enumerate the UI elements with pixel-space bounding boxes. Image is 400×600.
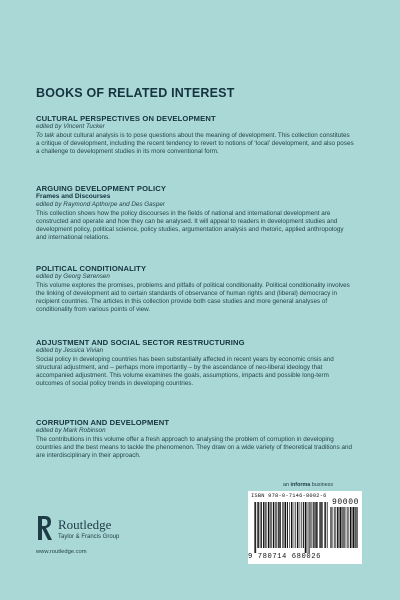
book-title: CULTURAL PERSPECTIVES ON DEVELOPMENT — [36, 114, 216, 123]
barcode-bar — [330, 507, 331, 548]
book-editor: edited by Raymond Apthorpe and Des Gasper — [36, 201, 165, 208]
barcode-bar — [267, 502, 268, 548]
book-editor: edited by Georg Sørensen — [36, 273, 110, 280]
book-description — [36, 282, 354, 314]
barcode-panel — [248, 491, 362, 564]
barcode-bar — [349, 507, 350, 548]
barcode-bar — [282, 502, 283, 548]
barcode-bar — [287, 502, 288, 548]
barcode-bar — [357, 507, 358, 548]
barcode-bar — [347, 507, 348, 548]
barcode-bar — [301, 502, 302, 548]
book-entry-arguing-development-policy — [36, 184, 354, 242]
barcode-bar — [289, 502, 290, 548]
barcode-bar — [322, 502, 323, 548]
barcode-bar — [340, 507, 342, 548]
book-description-text: about cultural analysis is to pose questions about the meaning of development. This collection constitutes a critique of development, including the recent tendency to revert to notions of ‘local’ development, and also poses a challenge to development studies in its more conventional form. — [36, 132, 354, 156]
book-entry-political-conditionality — [36, 264, 354, 314]
publisher-group: Taylor & Francis Group — [58, 534, 120, 540]
barcode-bar — [327, 502, 328, 548]
book-title: ARGUING DEVELOPMENT POLICY — [36, 184, 167, 193]
barcode-bar — [343, 507, 344, 548]
barcode-bar — [307, 502, 308, 553]
barcode-bar — [355, 507, 356, 548]
barcode-bar — [291, 502, 293, 548]
isbn-text: ISBN 978-0-7146-8002-6 — [251, 493, 327, 499]
barcode-bar — [335, 507, 336, 548]
barcode-bar — [320, 502, 322, 548]
barcode-bar — [334, 507, 335, 548]
book-description-text: This volume explores the promises, problems and pitfalls of political conditionality. Political conditionality involves the linking of development aid to certain standards of observance of human rights and (liberal) democracy in recipient countries. The articles in this collection provide both case studies and more general analyses of conditionality from various points of view. — [36, 282, 350, 314]
barcode-bar — [254, 502, 255, 553]
barcode-bar — [344, 507, 345, 548]
barcode-bar — [325, 502, 326, 548]
book-title: POLITICAL CONDITIONALITY — [36, 264, 147, 273]
barcode-bar — [270, 502, 271, 548]
barcode-bar — [283, 502, 284, 548]
barcode-bar — [255, 502, 256, 553]
barcode-bar — [271, 502, 272, 548]
barcode-bar — [261, 502, 262, 548]
barcode-bar — [338, 507, 339, 548]
barcode-bar — [314, 502, 315, 548]
informa-suffix: business — [310, 482, 334, 488]
barcode-bar — [305, 502, 307, 553]
book-editor: edited by Mark Robinson — [36, 427, 106, 434]
book-description-text: Social policy in developing countries has been substantially affected in recent years by economic crisis and structural adjustment, and – perhaps more importantly – by the ascendance of neo-liberal ideology that accompanied adjustment. This volume examines the goals, assumptions, impacts and possible long-term outcomes of social policy trends in developing countries. — [36, 356, 334, 388]
book-title: CORRUPTION AND DEVELOPMENT — [36, 418, 170, 427]
book-entry-cultural-perspectives — [36, 114, 354, 156]
barcode-bar — [300, 502, 301, 548]
informa-brand: informa — [290, 482, 311, 488]
ean-digits: 9 780714 680026 — [248, 553, 321, 561]
barcode-bar — [350, 507, 351, 548]
book-subtitle: Frames and Discourses — [36, 193, 111, 200]
barcode-bar — [279, 502, 281, 548]
barcode-bar — [356, 507, 357, 548]
book-editor: edited by Jessica Vivian — [36, 347, 104, 354]
barcode-bar — [297, 502, 299, 548]
book-description — [36, 132, 354, 156]
barcode-bar — [337, 507, 338, 548]
book-description-text: The contributions in this volume offer a fresh approach to analysing the problem of corruption in developing countries and the best means to tackle the phenomenon. They draw on a wide variety of theoretical traditions and are interdisciplinary in their approach. — [36, 436, 352, 460]
page-heading: BOOKS OF RELATED INTEREST — [36, 86, 235, 100]
barcode-bar — [276, 502, 277, 548]
barcode-bar — [324, 502, 325, 548]
barcode-bar — [352, 507, 353, 548]
barcode-bar — [342, 507, 343, 548]
book-title: ADJUSTMENT AND SOCIAL SECTOR RESTRUCTURING — [36, 338, 245, 347]
addon-barcode — [330, 507, 358, 553]
barcode-bar — [278, 502, 279, 548]
barcode-bar — [294, 502, 295, 548]
barcode-bar — [303, 502, 304, 548]
barcode-bar — [310, 502, 311, 548]
publisher-website: www.routledge.com — [36, 549, 87, 555]
barcode-bar — [260, 502, 261, 548]
barcode-bar — [273, 502, 275, 548]
barcode-bar — [319, 502, 320, 548]
barcode-bar — [268, 502, 270, 548]
book-entry-adjustment — [36, 338, 354, 388]
barcode-bar — [353, 507, 355, 548]
book-description — [36, 436, 354, 460]
informa-prefix: an — [283, 482, 291, 488]
barcode-bar — [317, 502, 318, 548]
barcode-bar — [257, 502, 259, 548]
barcode-bar — [295, 502, 296, 548]
book-editor: edited by Vincent Tucker — [36, 123, 105, 130]
publisher-name: Routledge — [58, 517, 112, 532]
barcode-bar — [309, 502, 310, 553]
barcode-bar — [333, 507, 334, 548]
barcode-bar — [346, 507, 347, 548]
routledge-mark-icon — [36, 513, 54, 543]
book-description — [36, 356, 354, 388]
book-description — [36, 210, 354, 242]
barcode-bar — [315, 502, 317, 548]
publisher-logo — [36, 513, 146, 553]
book-description-emphasis: To talk — [36, 132, 55, 139]
book-entry-corruption — [36, 418, 354, 460]
barcode-bar — [313, 502, 314, 548]
barcode-bar — [331, 507, 332, 548]
book-description-text: This collection shows how the policy discourses in the fields of national and international development are constructed and operate and how they can be analysed. It will appeal to readers in development studies and development policy, political science, policy studies, argumentation analysis and rhetoric, applied anthropology and international relations. — [36, 210, 344, 242]
addon-code: 90000 — [332, 498, 360, 507]
ean-barcode — [254, 502, 328, 553]
barcode-bar — [265, 502, 266, 548]
informa-tagline — [283, 482, 333, 488]
barcode-bar — [275, 502, 276, 548]
barcode-bar — [263, 502, 264, 548]
barcode-bar — [285, 502, 286, 548]
